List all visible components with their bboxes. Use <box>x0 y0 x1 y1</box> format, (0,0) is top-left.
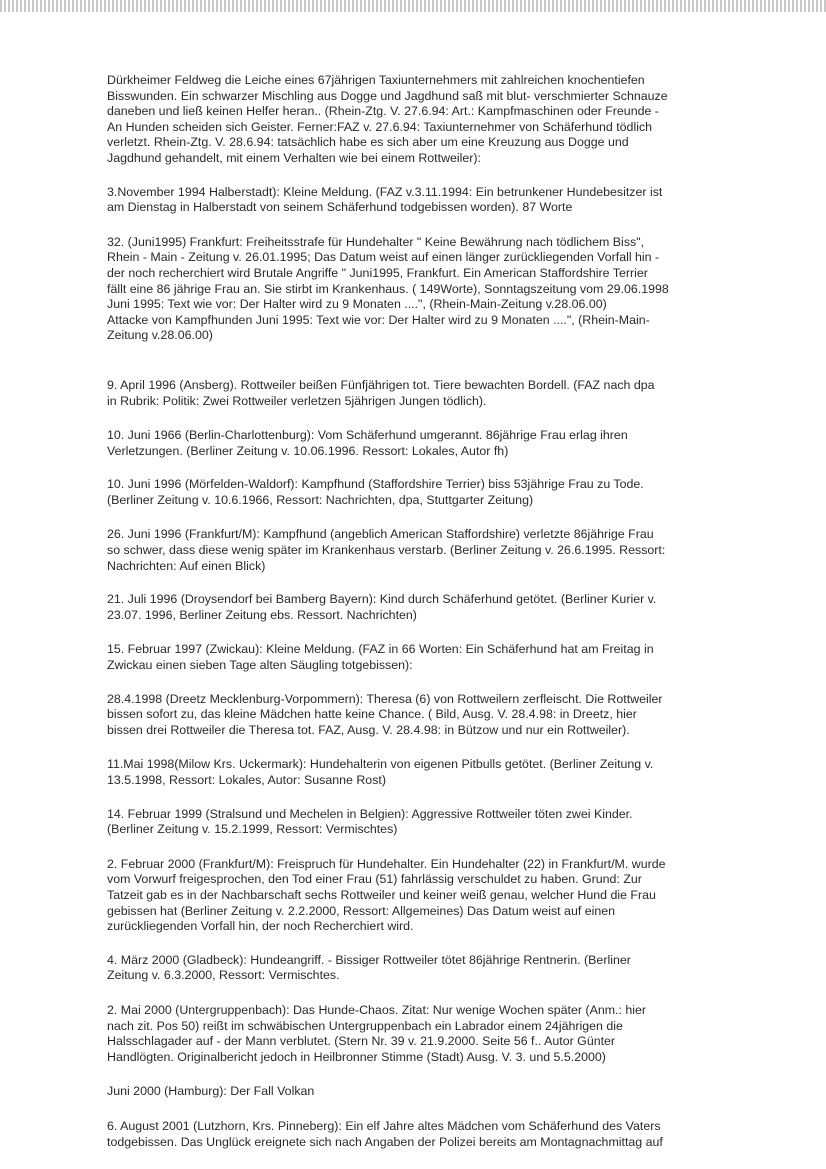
paragraph-1999-stralsund: 14. Februar 1999 (Stralsund und Mechelen in Belgien): Aggressive Rottweiler töten zwei Kinder. (Berliner Zeitung v. 15.2.1999, Ressort: Vermischtes) <box>107 806 633 837</box>
paragraph-1998-milow: 11.Mai 1998(Milow Krs. Uckermark): Hundehalterin von eigenen Pitbulls getötet. (Berliner Zeitung v. 13.5.1998, Ressort: Lokales, Autor: Susanne Rost) <box>107 757 654 787</box>
paragraph-2001-lutzhorn: 6. August 2001 (Lutzhorn, Krs. Pinneberg): Ein elf Jahre altes Mädchen vom Schäferhund des Vaters todgebissen. Das Unglück ereignete sich nach Angaben der Polizei bereits am Montagnachmittag auf <box>107 1118 663 1149</box>
paragraph-2000-hamburg: Juni 2000 (Hamburg): Der Fall Volkan <box>107 1084 315 1099</box>
paragraph-2000-gladbeck: 4. März 2000 (Gladbeck): Hundeangriff. - Bissiger Rottweiler tötet 86jährige Rentnerin. (Berliner Zeitung v. 6.3.2000, Ressort: Vermischtes. <box>107 952 631 983</box>
paragraph-2000-untergruppenbach: 2. Mai 2000 (Untergruppenbach): Das Hunde-Chaos. Zitat: Nur wenige Wochen später (Anm.: hier nach zit. Pos 50) reißt im schwäbischen Untergruppenbach ein Labrador einem 24jährigen die Halsschlagader auf - der Mann verblutet. (Stern Nr. 39 v. 21.9.2000. Seite 56 f.. Autor Günter Handlögten. Originalbericht jedoch in Heilbronner Stimme (Stadt) Ausg. V. 3. und 5.5.2000) <box>107 1002 647 1064</box>
paragraph-1997-zwickau: 15. Februar 1997 (Zwickau): Kleine Meldung. (FAZ in 66 Worten: Ein Schäferhund hat am Freitag in Zwickau einen sieben Tage alten Säugling totgebissen): <box>107 642 654 673</box>
paragraph-2000-frankfurt: 2. Februar 2000 (Frankfurt/M): Freispruch für Hundehalter. Ein Hundehalter (22) in Frankfurt/M. wurde vom Vorwurf freigesprochen, den Tod einer Frau (51) fahrlässig verschuldet zu haben. Grund: Zur Tatzeit gab es in der Nachbarschaft sechs Rottweiler und keiner weiß genau, welcher Hund die Frau gebissen hat (Berliner Zeitung v. 2.2.2000, Ressort: Allgemeines) Das Datum weist auf einen zurückliegenden Vorfall hin, der noch Recherchiert wird. <box>107 856 666 934</box>
paragraph-1998-dreetz: 28.4.1998 (Dreetz Mecklenburg-Vorpommern): Theresa (6) von Rottweilern zerfleischt. Die Rottweiler bissen sofort zu, das kleine Mädchen hatte keine Chance. ( Bild, Ausg. V. 28.4.98: in Dreetz, hier bissen drei Rottweiler die Theresa tot. FAZ, Ausg. V. 28.4.98: in Bützow und nur ein Rottweiler). <box>107 691 663 737</box>
scan-edge-artifact <box>0 0 826 12</box>
paragraph-1994-duerkheim: Dürkheimer Feldweg die Leiche eines 67jährigen Taxiunternehmers mit zahlreichen knochentiefen Bisswunden. Ein schwarzer Mischling aus Dogge und Jagdhund saß mit blut- verschmierter Schnauze daneben und ließ keinen Helfer heran.. (Rhein-Ztg. V. 27.6.94: Art.: Kampfmaschinen oder Freunde - An Hunden scheiden sich Geister. Ferner:FAZ v. 27.6.94: Taxiunternehmer von Schäferhund tödlich verletzt. Rhein-Ztg. V. 28.6.94: tatsächlich habe es sich aber um eine Kreuzung aus Dogge und Jagdhund gehandelt, mit einem Verhalten wie bei einem Rottweiler): <box>107 73 668 165</box>
paragraph-1996-ansberg: 9. April 1996 (Ansberg). Rottweiler beißen Fünfjährigen tot. Tiere bewachten Bordell. (FAZ nach dpa in Rubrik: Politik: Zwei Rottweiler verletzen 5jährigen Jungen tödlich). <box>107 377 655 408</box>
paragraph-1995-frankfurt: 32. (Juni1995) Frankfurt: Freiheitsstrafe für Hundehalter " Keine Bewährung nach tödlichem Biss", Rhein - Main - Zeitung v. 26.01.1995; Das Datum weist auf einen länger zurückliegenden Vorfall hin - der noch recherchiert wird Brutale Angriffe " Juni1995, Frankfurt. Ein American Staffordshire Terrier fällt eine 86 jährige Frau an. Sie stirbt im Krankenhaus. ( 149Worte), Sonntagszeitung vom 29.06.1998 Juni 1995: Text wie vor: Der Halter wird zu 9 Monaten ....", (Rhein-Main-Zeitung v.28.06.00) Attacke von Kampfhunden Juni 1995: Text wie vor: Der Halter wird zu 9 Monaten ....", (Rhein-Main- Zeitung v.28.06.00) <box>107 234 669 343</box>
paragraph-1996-droysendorf: 21. Juli 1996 (Droysendorf bei Bamberg Bayern): Kind durch Schäferhund getötet. (Berliner Kurier v. 23.07. 1996, Berliner Zeitung ebs. Ressort. Nachrichten) <box>107 592 657 622</box>
paragraph-1996-frankfurt: 26. Juni 1996 (Frankfurt/M): Kampfhund (angeblich American Staffordshire) verletzte 86jährige Frau so schwer, dass diese wenig später im Krankenhaus verstarb. (Berliner Zeitung v. 26.6.1995. Ressort: Nachrichten: Auf einen Blick) <box>107 527 666 573</box>
paragraph-1996-moerfelden: 10. Juni 1996 (Mörfelden-Waldorf): Kampfhund (Staffordshire Terrier) biss 53jährige Frau zu Tode. (Berliner Zeitung v. 10.6.1966, Ressort: Nachrichten, dpa, Stuttgarter Zeitung) <box>107 477 644 507</box>
paragraph-1966-charlottenburg: 10. Juni 1966 (Berlin-Charlottenburg): Vom Schäferhund umgerannt. 86jährige Frau erlag ihren Verletzungen. (Berliner Zeitung v. 10.06.1996. Ressort: Lokales, Autor fh) <box>107 428 628 458</box>
document-body <box>107 73 732 1150</box>
paragraph-1994-halberstadt: 3.November 1994 Halberstadt): Kleine Meldung. (FAZ v.3.11.1994: Ein betrunkener Hundebesitzer ist am Dienstag in Halberstadt von seinem Schäferhund todgebissen worden). 87 Worte <box>107 184 663 215</box>
